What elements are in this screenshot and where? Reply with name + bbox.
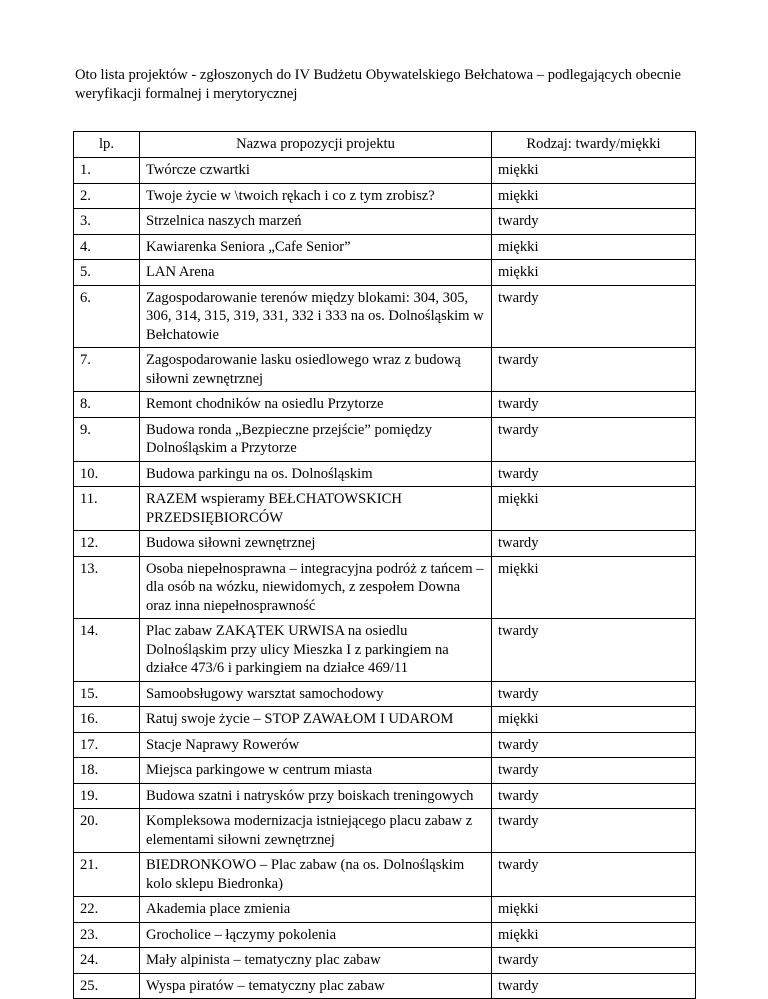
table-row	[74, 461, 696, 487]
row-project-name: Grocholice – łączymy pokolenia	[140, 922, 492, 948]
table-body	[74, 158, 696, 999]
table-row	[74, 487, 696, 531]
row-project-name: Osoba niepełnosprawna – integracyjna podróż z tańcem – dla osób na wózku, niewidomych, z zespołem Downa oraz inna niepełnosprawność	[140, 556, 492, 619]
row-project-type: twardy	[492, 809, 696, 853]
row-project-type: twardy	[492, 973, 696, 999]
row-project-name: Budowa parkingu na os. Dolnośląskim	[140, 461, 492, 487]
row-lp: 12.	[74, 531, 140, 557]
row-project-type: miękki	[492, 158, 696, 184]
table-row	[74, 853, 696, 897]
table-row	[74, 809, 696, 853]
row-project-type: twardy	[492, 681, 696, 707]
row-lp: 8.	[74, 392, 140, 418]
table-row	[74, 681, 696, 707]
table-row	[74, 348, 696, 392]
row-project-type: twardy	[492, 948, 696, 974]
table-row	[74, 783, 696, 809]
table-row	[74, 285, 696, 348]
row-lp: 19.	[74, 783, 140, 809]
table-row	[74, 948, 696, 974]
row-lp: 25.	[74, 973, 140, 999]
row-project-name: Kawiarenka Seniora „Cafe Senior”	[140, 234, 492, 260]
table-row	[74, 732, 696, 758]
header-lp: lp.	[74, 132, 140, 158]
row-project-name: LAN Arena	[140, 260, 492, 286]
row-project-name: RAZEM wspieramy BEŁCHATOWSKICH PRZEDSIĘBIORCÓW	[140, 487, 492, 531]
row-project-name: Miejsca parkingowe w centrum miasta	[140, 758, 492, 784]
row-project-type: twardy	[492, 531, 696, 557]
header-type: Rodzaj: twardy/miękki	[492, 132, 696, 158]
row-lp: 16.	[74, 707, 140, 733]
table-row	[74, 531, 696, 557]
row-project-type: twardy	[492, 209, 696, 235]
row-lp: 17.	[74, 732, 140, 758]
row-project-type: twardy	[492, 392, 696, 418]
row-lp: 23.	[74, 922, 140, 948]
row-lp: 6.	[74, 285, 140, 348]
table-row	[74, 707, 696, 733]
row-lp: 13.	[74, 556, 140, 619]
row-project-type: twardy	[492, 417, 696, 461]
row-project-name: Wyspa piratów – tematyczny plac zabaw	[140, 973, 492, 999]
row-project-type: miękki	[492, 922, 696, 948]
table-row	[74, 758, 696, 784]
table-row	[74, 158, 696, 184]
row-project-name: Twórcze czwartki	[140, 158, 492, 184]
row-lp: 7.	[74, 348, 140, 392]
row-project-name: Stacje Naprawy Rowerów	[140, 732, 492, 758]
header-name: Nazwa propozycji projektu	[140, 132, 492, 158]
table-row	[74, 183, 696, 209]
table-row	[74, 260, 696, 286]
row-lp: 11.	[74, 487, 140, 531]
row-lp: 24.	[74, 948, 140, 974]
row-lp: 9.	[74, 417, 140, 461]
row-project-name: Mały alpinista – tematyczny plac zabaw	[140, 948, 492, 974]
row-lp: 2.	[74, 183, 140, 209]
row-lp: 5.	[74, 260, 140, 286]
row-project-type: twardy	[492, 285, 696, 348]
row-lp: 3.	[74, 209, 140, 235]
row-lp: 1.	[74, 158, 140, 184]
row-project-type: twardy	[492, 758, 696, 784]
row-project-type: miękki	[492, 487, 696, 531]
row-lp: 20.	[74, 809, 140, 853]
row-project-name: Kompleksowa modernizacja istniejącego placu zabaw z elementami siłowni zewnętrznej	[140, 809, 492, 853]
row-project-name: Ratuj swoje życie – STOP ZAWAŁOM I UDAROM	[140, 707, 492, 733]
row-project-name: Plac zabaw ZAKĄTEK URWISA na osiedlu Dolnośląskim przy ulicy Mieszka I z parkingiem na działce 473/6 i parkingiem na działce 469/11	[140, 619, 492, 682]
row-project-name: Samoobsługowy warsztat samochodowy	[140, 681, 492, 707]
intro-paragraph: Oto lista projektów - zgłoszonych do IV Budżetu Obywatelskiego Bełchatowa – podlegających obecnie weryfikacji formalnej i merytorycznej	[75, 67, 682, 102]
table-row	[74, 556, 696, 619]
row-project-type: twardy	[492, 783, 696, 809]
row-lp: 14.	[74, 619, 140, 682]
row-project-name: Zagospodarowanie terenów między blokami: 304, 305, 306, 314, 315, 319, 331, 332 i 333 na os. Dolnośląskim w Bełchatowie	[140, 285, 492, 348]
table-row	[74, 417, 696, 461]
table-row	[74, 234, 696, 260]
row-project-type: twardy	[492, 461, 696, 487]
row-project-name: Remont chodników na osiedlu Przytorze	[140, 392, 492, 418]
row-project-type: miękki	[492, 556, 696, 619]
row-lp: 21.	[74, 853, 140, 897]
row-project-type: miękki	[492, 183, 696, 209]
row-project-name: BIEDRONKOWO – Plac zabaw (na os. Dolnośląskim kolo sklepu Biedronka)	[140, 853, 492, 897]
row-project-type: miękki	[492, 234, 696, 260]
row-lp: 22.	[74, 897, 140, 923]
row-lp: 10.	[74, 461, 140, 487]
table-row	[74, 392, 696, 418]
row-project-type: miękki	[492, 260, 696, 286]
row-project-name: Budowa szatni i natrysków przy boiskach treningowych	[140, 783, 492, 809]
row-lp: 4.	[74, 234, 140, 260]
row-lp: 15.	[74, 681, 140, 707]
row-project-type: twardy	[492, 348, 696, 392]
table-row	[74, 209, 696, 235]
row-lp: 18.	[74, 758, 140, 784]
table-row	[74, 619, 696, 682]
row-project-name: Akademia place zmienia	[140, 897, 492, 923]
row-project-type: twardy	[492, 732, 696, 758]
table-row	[74, 922, 696, 948]
table-row	[74, 897, 696, 923]
row-project-name: Twoje życie w \twoich rękach i co z tym zrobisz?	[140, 183, 492, 209]
table-row	[74, 973, 696, 999]
row-project-name: Budowa ronda „Bezpieczne przejście” pomiędzy Dolnośląskim a Przytorze	[140, 417, 492, 461]
table-header-row	[74, 132, 696, 158]
row-project-type: miękki	[492, 707, 696, 733]
row-project-type: twardy	[492, 619, 696, 682]
row-project-type: miękki	[492, 897, 696, 923]
row-project-name: Strzelnica naszych marzeń	[140, 209, 492, 235]
projects-table	[73, 131, 696, 999]
row-project-name: Zagospodarowanie lasku osiedlowego wraz z budową siłowni zewnętrznej	[140, 348, 492, 392]
row-project-name: Budowa siłowni zewnętrznej	[140, 531, 492, 557]
row-project-type: twardy	[492, 853, 696, 897]
